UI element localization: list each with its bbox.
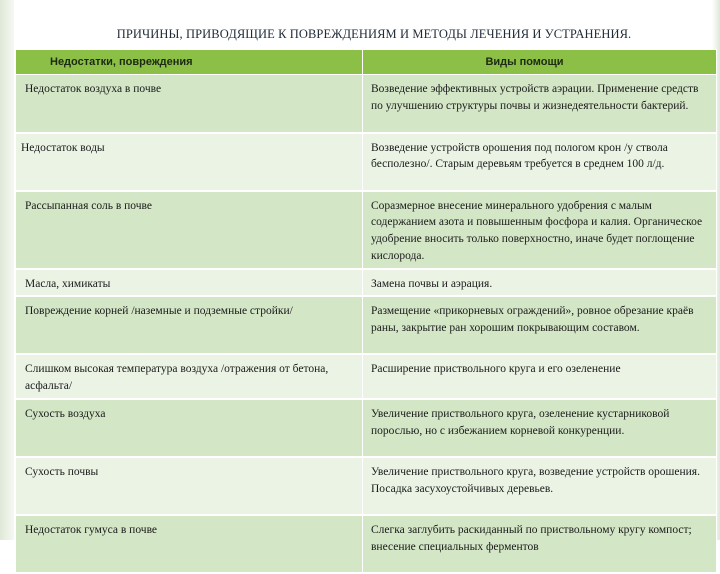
help-cell: Увеличение приствольного круга, озеленение кустарниковой порослью, но с избежанием корневой конкуренции. bbox=[363, 399, 717, 457]
damage-cell: Недостаток воздуха в почве bbox=[16, 75, 363, 133]
help-cell: Увеличение приствольного круга, возведение устройств орошения. Посадка засухоустойчивых деревьев. bbox=[363, 457, 717, 515]
damage-cell: Недостаток гумуса в почве bbox=[16, 515, 363, 573]
damage-cell: Рассыпанная соль в почве bbox=[16, 191, 363, 269]
column-header-help: Виды помощи bbox=[363, 50, 717, 75]
help-cell: Соразмерное внесение минерального удобрения с малым содержанием азота и повышенным фосфора и калия. Органическое удобрение вносить только поверхностно, иначе будет поглощение кислорода. bbox=[363, 191, 717, 269]
damage-treatment-table bbox=[15, 49, 717, 574]
help-cell: Слегка заглубить раскиданный по приствольному кругу компост; внесение специальных ферментов bbox=[363, 515, 717, 573]
column-header-damage: Недостатки, повреждения bbox=[16, 50, 363, 75]
table-row bbox=[16, 75, 717, 133]
help-cell: Размещение «прикорневых ограждений», ровное обрезание краёв раны, закрытие ран хорошим покрывающим составом. bbox=[363, 296, 717, 354]
damage-cell: Сухость воздуха bbox=[16, 399, 363, 457]
damage-cell: Масла, химикаты bbox=[16, 269, 363, 297]
table-row bbox=[16, 399, 717, 457]
table-container bbox=[15, 49, 716, 574]
table-row bbox=[16, 269, 717, 297]
table-header-row bbox=[16, 50, 717, 75]
table-row bbox=[16, 191, 717, 269]
table-row bbox=[16, 354, 717, 399]
help-cell: Расширение приствольного круга и его озеленение bbox=[363, 354, 717, 399]
help-cell: Возведение эффективных устройств аэрации. Применение средств по улучшению структуры почвы и жизнедеятельности бактерий. bbox=[363, 75, 717, 133]
damage-cell: Повреждение корней /наземные и подземные стройки/ bbox=[16, 296, 363, 354]
help-cell: Возведение устройств орошения под пологом крон /у ствола бесполезно/. Старым деревьям требуется в среднем 100 л/д. bbox=[363, 133, 717, 191]
damage-cell: Недостаток воды bbox=[16, 133, 363, 191]
damage-cell: Сухость почвы bbox=[16, 457, 363, 515]
help-cell: Замена почвы и аэрация. bbox=[363, 269, 717, 297]
table-row bbox=[16, 457, 717, 515]
damage-cell: Слишком высокая температура воздуха /отражения от бетона, асфальта/ bbox=[16, 354, 363, 399]
table-row bbox=[16, 515, 717, 573]
page-title: ПРИЧИНЫ, ПРИВОДЯЩИЕ К ПОВРЕЖДЕНИЯМ И МЕТОДЫ ЛЕЧЕНИЯ И УСТРАНЕНИЯ. bbox=[116, 27, 632, 41]
left-edge-shade bbox=[0, 0, 14, 540]
table-row bbox=[16, 133, 717, 191]
table-row bbox=[16, 296, 717, 354]
